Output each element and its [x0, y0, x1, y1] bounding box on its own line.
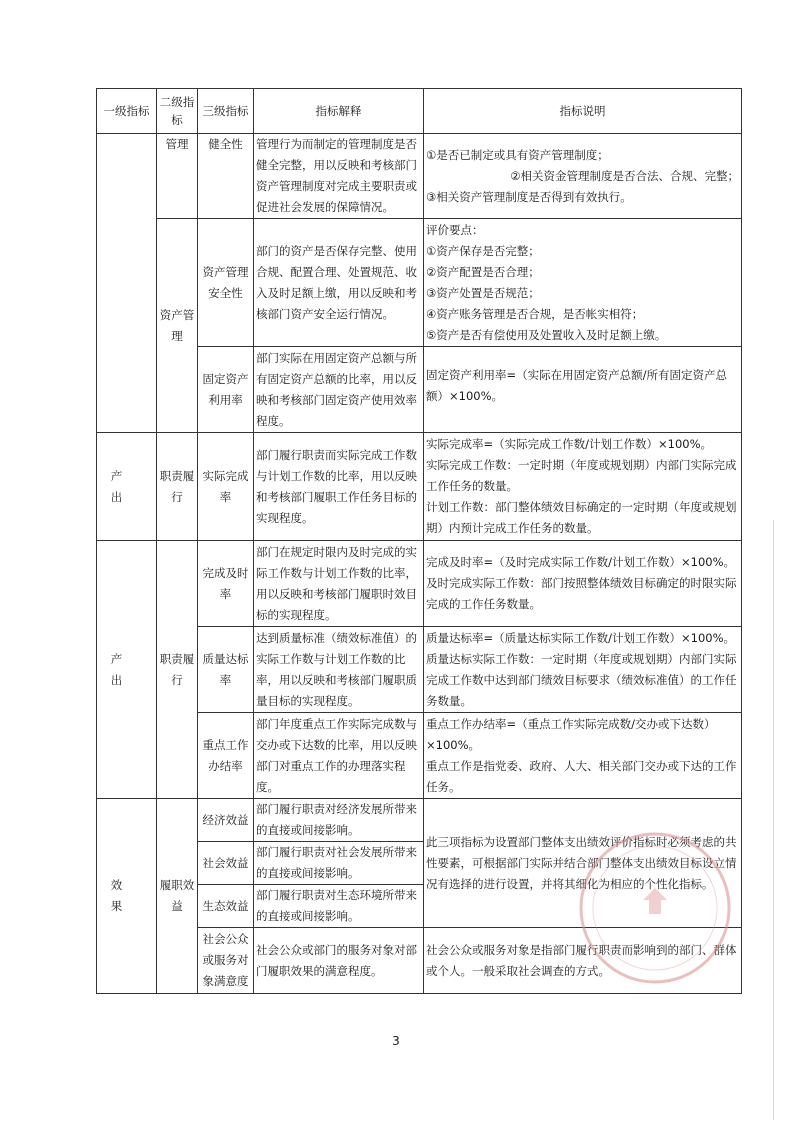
explanation-cell: 部门在规定时限内及时完成的实际工作数与计划工作数的比率，用以反映和考核部门履职时效目标的实现程度。 [254, 541, 424, 627]
page-number: 3 [392, 1034, 400, 1048]
level2-cell: 管理 [157, 134, 198, 219]
level1-cell: 产出 [97, 541, 157, 799]
description-cell: 社会公众或服务对象是指部门履行职责而影响到的部门、群体或个人。一般采取社会调查的方式。 [424, 928, 742, 994]
description-cell [424, 433, 742, 541]
level1-cell: 产出 [97, 433, 157, 541]
description-line: 及时完成实际工作数：部门按照整体绩效目标确定的时限实际完成的工作任务数量。 [426, 576, 737, 611]
explanation-cell: 部门履行职责对经济发展所带来的直接或间接影响。 [254, 799, 424, 842]
explanation-cell: 社会公众或部门的服务对象对部门履职效果的满意程度。 [254, 928, 424, 994]
description-line: 实际完成工作数：一定时期（年度或规划期）内部门实际完成工作任务的数量。 [426, 458, 737, 493]
description-line: 质量达标率=（质量达标实际工作数/计划工作数）×100%。 [426, 630, 736, 645]
description-cell [424, 627, 742, 713]
explanation-cell: 管理行为而制定的管理制度是否健全完整，用以反映和考核部门资产管理制度对完成主要职责或促进社会发展的保障情况。 [254, 134, 424, 219]
level2-cell: 资产管理 [157, 219, 198, 433]
description-cell: 固定资产利用率=（实际在用固定资产总额/所有固定资产总额）×100%。 [424, 347, 742, 433]
description-cell: 此三项指标为设置部门整体支出绩效评价指标时必须考虑的共性要素，可根据部门实际并结合部门整体支出绩效目标设立情况有选择的进行设置，并将其细化为相应的个性化指标。 [424, 799, 742, 928]
explanation-cell: 部门履行职责对社会发展所带来的直接或间接影响。 [254, 842, 424, 885]
description-line: ④资产账务管理是否合规，是否帐实相符； [426, 306, 644, 321]
header-level1: 一级指标 [97, 89, 157, 134]
level3-cell: 固定资产利用率 [198, 347, 254, 433]
header-explanation: 指标解释 [254, 89, 424, 134]
official-seal-stamp [575, 828, 735, 988]
explanation-cell: 部门实际在用固定资产总额与所有固定资产总额的比率，用以反映和考核部门固定资产使用效率程度。 [254, 347, 424, 433]
level2-cell: 职责履行 [157, 433, 198, 541]
level3-cell: 完成及时率 [198, 541, 254, 627]
level3-cell: 重点工作办结率 [198, 713, 254, 799]
level3-cell: 社会效益 [198, 842, 254, 885]
description-line: 重点工作是指党委、政府、人大、相关部门交办或下达的工作任务。 [426, 758, 737, 794]
description-line: ②资产配置是否合理； [426, 264, 540, 279]
level2-cell: 履职效益 [157, 799, 198, 994]
level3-cell: 生态效益 [198, 885, 254, 928]
level3-cell: 社会公众或服务对象满意度 [198, 928, 254, 994]
table-row [97, 219, 742, 347]
level3-cell: 资产管理安全性 [198, 219, 254, 347]
explanation-cell: 达到质量标准（绩效标准值）的实际工作数与计划工作数的比率，用以反映和考核部门履职质量目标的实现程度。 [254, 627, 424, 713]
table-row [97, 134, 742, 219]
description-line: ①资产保存是否完整； [426, 243, 540, 258]
description-line: ⑤资产是否有偿使用及处置收入及时足额上缴。 [426, 327, 667, 342]
description-line: ③相关资产管理制度是否得到有效执行。 [426, 189, 632, 204]
level2-cell: 职责履行 [157, 541, 198, 799]
level1-cell-empty [97, 134, 157, 433]
level3-cell: 经济效益 [198, 799, 254, 842]
description-line: ③资产处置是否规范； [426, 285, 540, 300]
description-line: ①是否已制定或具有资产管理制度； [426, 147, 609, 162]
level3-cell: 实际完成率 [198, 433, 254, 541]
description-line: 质量达标实际工作数：一定时期（年度或规划期）内部门实际完成工作数中达到部门绩效目标要求（绩效标准值）的工作任务数量。 [426, 651, 737, 708]
table-row [97, 541, 742, 627]
header-level2: 二级指标 [157, 89, 198, 134]
level3-cell: 质量达标率 [198, 627, 254, 713]
description-cell [424, 134, 742, 219]
description-cell [424, 219, 742, 347]
description-cell [424, 541, 742, 627]
scan-edge-line [773, 520, 774, 1120]
description-cell [424, 713, 742, 799]
description-line: 重点工作办结率=（重点工作实际完成数/交办或下达数）×100%。 [426, 716, 716, 752]
header-level3: 三级指标 [198, 89, 254, 134]
description-line: 计划工作数：部门整体绩效目标确定的一定时期（年度或规划期）内预计完成工作任务的数量。 [426, 500, 737, 535]
table-row [97, 433, 742, 541]
description-line: 完成及时率=（及时完成实际工作数/计划工作数）×100%。 [426, 555, 736, 569]
description-line: 评价要点： [426, 222, 484, 237]
explanation-cell: 部门的资产是否保存完整、使用合规、配置合理、处置规范、收入及时足额上缴，用以反映和考核部门资产安全运行情况。 [254, 219, 424, 347]
level3-cell: 健全性 [198, 134, 254, 219]
description-line: 实际完成率=（实际完成工作数/计划工作数）×100%。 [426, 437, 713, 451]
level1-cell: 效果 [97, 799, 157, 994]
explanation-cell: 部门履行职责而实际完成工作数与计划工作数的比率，用以反映和考核部门履职工作任务目标的实现程度。 [254, 433, 424, 541]
table-header-row [97, 89, 742, 134]
header-description: 指标说明 [424, 89, 742, 134]
description-line: ②相关资金管理制度是否合法、合规、完整； [510, 168, 739, 183]
seal-star-mark [643, 888, 667, 914]
explanation-cell: 部门履行职责对生态环境所带来的直接或间接影响。 [254, 885, 424, 928]
explanation-cell: 部门年度重点工作实际完成数与交办或下达数的比率，用以反映部门对重点工作的办理落实程度。 [254, 713, 424, 799]
